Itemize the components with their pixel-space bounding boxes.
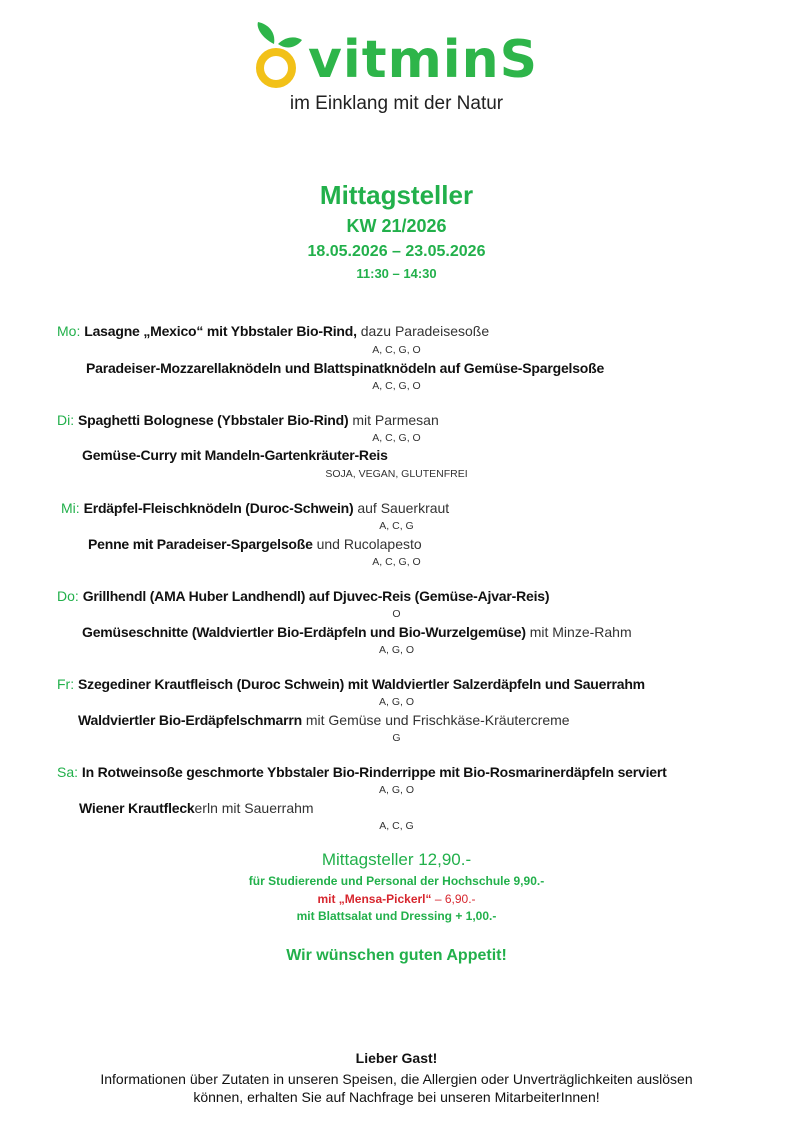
orange-leaf-icon xyxy=(252,20,312,90)
menu-item xyxy=(57,588,549,604)
price-salad: mit Blattsalat und Dressing + 1,00.- xyxy=(296,909,497,923)
allergen-codes: A, C, G xyxy=(379,820,414,832)
allergen-codes: A, C, G, O xyxy=(372,344,421,356)
dish-name: Szegediner Krautfleisch (Duroc Schwein) mit Waldviertler Salzerdäpfeln und Sauerrahm xyxy=(78,676,645,692)
menu-item xyxy=(88,536,422,552)
day-label: Sa: xyxy=(57,764,79,780)
menu-item xyxy=(79,800,314,816)
allergen-codes: G xyxy=(392,732,401,744)
allergen-codes: SOJA, VEGAN, GLUTENFREI xyxy=(325,468,468,480)
menu-item xyxy=(57,323,489,339)
allergen-codes: A, C, G xyxy=(379,520,414,532)
dish-extra: und Rucolapesto xyxy=(312,536,422,552)
brand-tagline: im Einklang mit der Natur xyxy=(289,93,504,114)
price-students: für Studierende und Personal der Hochschule 9,90.- xyxy=(248,874,545,888)
dish-extra: auf Sauerkraut xyxy=(353,500,450,516)
day-label: Do: xyxy=(57,588,79,604)
allergen-codes: A, C, G, O xyxy=(372,380,421,392)
dish-name: Paradeiser-Mozzarellaknödeln und Blattspinatknödeln auf Gemüse-Spargelsoße xyxy=(86,360,605,376)
day-label: Mo: xyxy=(57,323,81,339)
dish-extra: dazu Paradeisesoße xyxy=(356,323,490,339)
allergen-codes: A, G, O xyxy=(378,696,414,708)
dish-name: In Rotweinsoße geschmorte Ybbstaler Bio-Rinderrippe mit Bio-Rosmarinerdäpfeln serviert xyxy=(81,764,667,780)
footer-info-line1: Informationen über Zutaten in unseren Speisen, die Allergien oder Unverträglichkeiten auslösen xyxy=(100,1071,693,1087)
dish-extra: mit Gemüse und Frischkäse-Kräutercreme xyxy=(301,712,570,728)
opening-hours: 11:30 – 14:30 xyxy=(356,266,437,281)
calendar-week: KW 21/2026 xyxy=(346,216,447,236)
allergen-codes: A, C, G, O xyxy=(372,556,421,568)
date-range: 18.05.2026 – 23.05.2026 xyxy=(307,243,486,260)
menu-item xyxy=(82,447,388,463)
price-main: Mittagsteller 12,90.- xyxy=(321,850,472,869)
dish-extra: erln mit Sauerrahm xyxy=(194,800,314,816)
footer-greeting: Lieber Gast! xyxy=(355,1050,438,1066)
dish-name: Grillhendl (AMA Huber Landhendl) auf Djuvec-Reis (Gemüse-Ajvar-Reis) xyxy=(82,588,550,604)
dish-name: Waldviertler Bio-Erdäpfelschmarrn xyxy=(78,712,302,728)
menu-item xyxy=(57,764,667,780)
menu-item xyxy=(57,412,439,428)
mensa-price: – 6,90.- xyxy=(431,892,476,906)
dish-extra: mit Parmesan xyxy=(348,412,439,428)
allergen-codes: A, G, O xyxy=(378,784,414,796)
day-label: Di: xyxy=(57,412,75,428)
dish-name: Gemüse-Curry mit Mandeln-Gartenkräuter-Reis xyxy=(82,447,388,463)
menu-item xyxy=(86,360,604,376)
allergen-codes: O xyxy=(392,608,401,620)
menu-item xyxy=(61,500,449,516)
dish-extra: mit Minze-Rahm xyxy=(525,624,632,640)
dish-name: Spaghetti Bolognese (Ybbstaler Bio-Rind) xyxy=(78,412,349,428)
menu-item xyxy=(82,624,632,640)
menu-item xyxy=(78,712,570,728)
price-mensa xyxy=(0,892,793,906)
mensa-label: mit „Mensa-Pickerl“ xyxy=(317,892,432,906)
day-label: Mi: xyxy=(61,500,80,516)
footer-info-line2: können, erhalten Sie auf Nachfrage bei unseren MitarbeiterInnen! xyxy=(193,1089,600,1105)
brand-name: vitminS xyxy=(308,30,539,90)
page-title: Mittagsteller xyxy=(319,180,474,210)
dish-name: Wiener Krautfleck xyxy=(79,800,195,816)
day-label: Fr: xyxy=(57,676,75,692)
dish-name: Lasagne „Mexico“ mit Ybbstaler Bio-Rind, xyxy=(84,323,357,339)
dish-name: Gemüseschnitte (Waldviertler Bio-Erdäpfeln und Bio-Wurzelgemüse) xyxy=(82,624,526,640)
menu-item xyxy=(57,676,645,692)
dish-name: Penne mit Paradeiser-Spargelsoße xyxy=(88,536,313,552)
allergen-codes: A, C, G, O xyxy=(372,432,421,444)
closing-wish: Wir wünschen guten Appetit! xyxy=(286,947,507,964)
allergen-codes: A, G, O xyxy=(378,644,414,656)
dish-name: Erdäpfel-Fleischknödeln (Duroc-Schwein) xyxy=(83,500,354,516)
